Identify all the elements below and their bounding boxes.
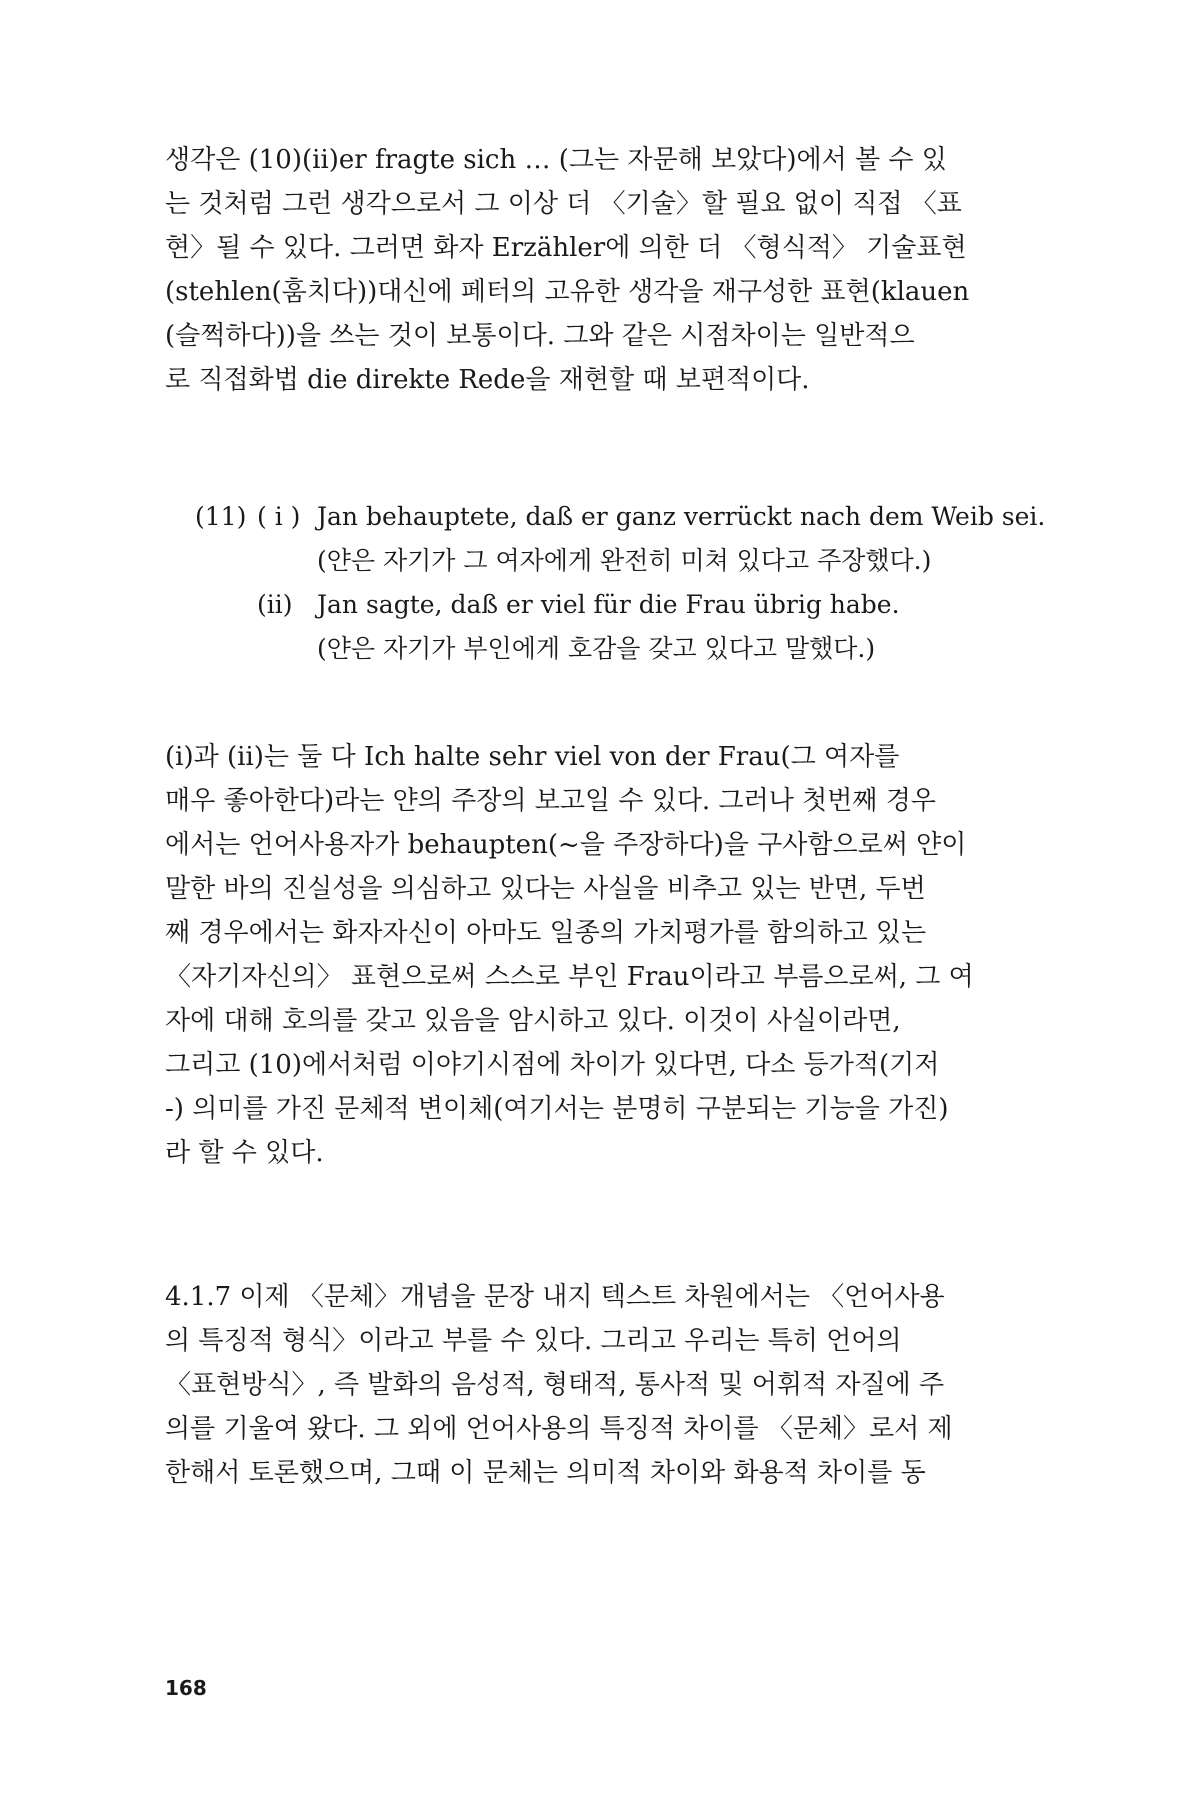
example-label: (ⅱ) xyxy=(257,590,293,619)
text-line: 라 할 수 있다. xyxy=(165,1138,324,1168)
text-line: 로 직접화법 die direkte Rede을 재현할 때 보편적이다. xyxy=(165,365,810,395)
text-line: 한해서 토론했으며, 그때 이 문체는 의미적 차이와 화용적 차이를 동 xyxy=(165,1458,926,1488)
example-number: (11) xyxy=(195,502,247,531)
text-line: 에서는 언어사용자가 behaupten(~을 주장하다)을 구사함으로써 얀이 xyxy=(165,830,967,860)
example-item-i xyxy=(195,495,1055,539)
example-translation xyxy=(195,627,1055,671)
paragraph-analysis xyxy=(165,735,1037,1175)
text-line: 자에 대해 호의를 갖고 있음을 암시하고 있다. 이것이 사실이라면, xyxy=(165,1006,901,1036)
translation-text: (얀은 자기가 그 여자에게 완전히 미쳐 있다고 주장했다.) xyxy=(317,546,932,575)
text-line: 생각은 (10)(ⅱ)er fragte sich … (그는 자문해 보았다)에서 볼 수 있 xyxy=(165,145,947,175)
text-line: 의 특징적 형식〉이라고 부를 수 있다. 그리고 우리는 특히 언어의 xyxy=(165,1326,902,1356)
page-number: 168 xyxy=(165,1676,207,1700)
text-line: 4.1.7 이제 〈문체〉개념을 문장 내지 텍스트 차원에서는 〈언어사용 xyxy=(165,1282,945,1312)
text-line: (stehlen(훔치다))대신에 페터의 고유한 생각을 재구성한 표현(klauen xyxy=(165,277,970,307)
text-line: -) 의미를 가진 문체적 변이체(여기서는 분명히 구분되는 기능을 가진) xyxy=(165,1094,949,1124)
text-line: 매우 좋아한다)라는 얀의 주장의 보고일 수 있다. 그러나 첫번째 경우 xyxy=(165,786,936,816)
example-item-ii xyxy=(195,583,1055,627)
example-11 xyxy=(195,495,1055,671)
text-line: (슬쩍하다))을 쓰는 것이 보통이다. 그와 같은 시점차이는 일반적으 xyxy=(165,321,915,351)
paragraph-viewpoint-thoughts xyxy=(165,138,1037,402)
paragraph-section-4-1-7 xyxy=(165,1275,1037,1495)
text-line: 그리고 (10)에서처럼 이야기시점에 차이가 있다면, 다소 등가적(기저 xyxy=(165,1050,940,1080)
text-line: 〈자기자신의〉 표현으로써 스스로 부인 Frau이라고 부름으로써, 그 여 xyxy=(165,962,974,992)
translation-text: (얀은 자기가 부인에게 호감을 갖고 있다고 말했다.) xyxy=(317,634,876,663)
example-label: ( ⅰ ) xyxy=(257,502,301,531)
example-sentence: Jan sagte, daß er viel für die Frau übrig habe. xyxy=(317,590,900,619)
text-line: 현〉될 수 있다. 그러면 화자 Erzähler에 의한 더 〈형식적〉 기술표현 xyxy=(165,233,967,263)
text-line: 의를 기울여 왔다. 그 외에 언어사용의 특징적 차이를 〈문체〉로서 제 xyxy=(165,1414,953,1444)
text-line: 는 것처럼 그런 생각으로서 그 이상 더 〈기술〉할 필요 없이 직접 〈표 xyxy=(165,189,962,219)
text-line: 째 경우에서는 화자자신이 아마도 일종의 가치평가를 함의하고 있는 xyxy=(165,918,927,948)
text-line: 말한 바의 진실성을 의심하고 있다는 사실을 비추고 있는 반면, 두번 xyxy=(165,874,926,904)
example-translation xyxy=(195,539,1055,583)
text-line: (ⅰ)과 (ⅱ)는 둘 다 Ich halte sehr viel von der Frau(그 여자를 xyxy=(165,742,900,772)
example-sentence: Jan behauptete, daß er ganz verrückt nach dem Weib sei. xyxy=(317,502,1046,531)
text-line: 〈표현방식〉, 즉 발화의 음성적, 형태적, 통사적 및 어휘적 자질에 주 xyxy=(165,1370,945,1400)
